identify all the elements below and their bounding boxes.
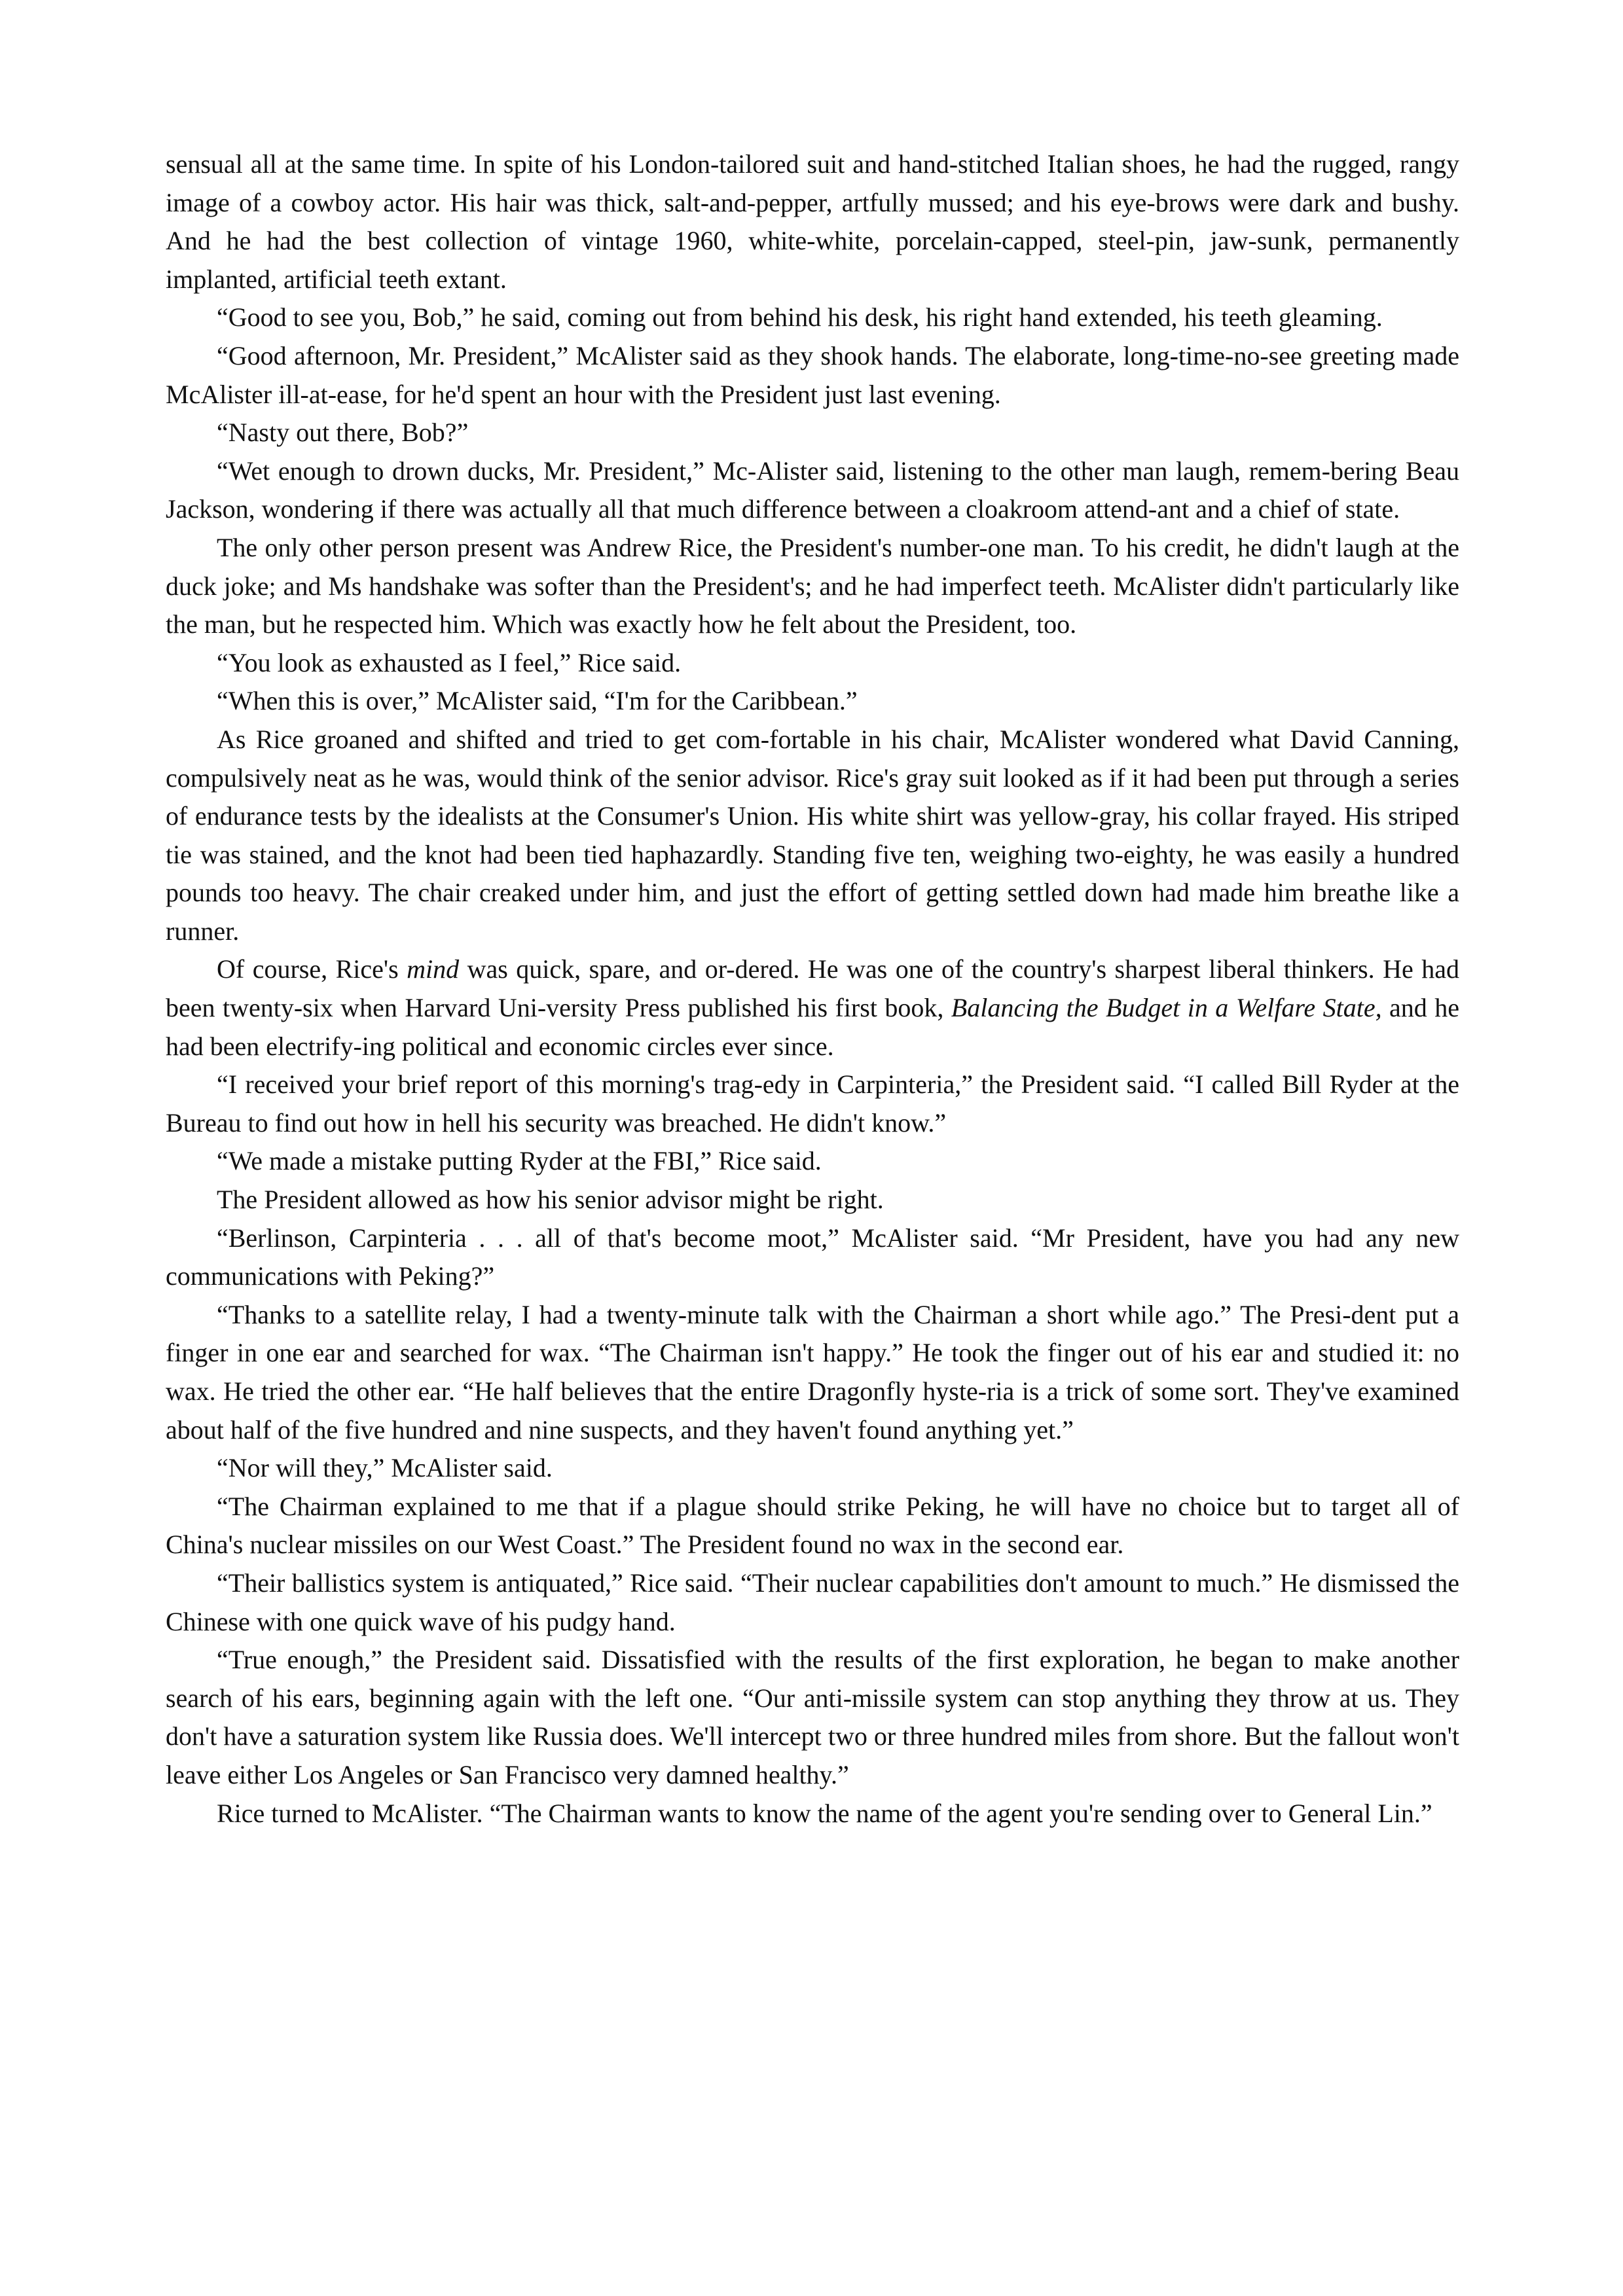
paragraph-text: “True enough,” the President said. Dissatisfied with the results of the first exploration, he began to make another search of his ears, beginning again with the left one. “Our anti-missile system can stop anything they throw at us. They don't have a saturation system like Russia does. We'll intercept two or three hundred miles from shore. But the fallout won't leave either Los Angeles or San Francisco very damned healthy.” [166,1645,1459,1789]
paragraph [166,1296,1459,1449]
paragraph [166,721,1459,951]
paragraph [166,1181,1459,1219]
paragraph-text: Of course, Rice's [217,954,407,984]
body-text [166,145,1459,1833]
paragraph-text: “You look as exhausted as I feel,” Rice said. [217,647,682,677]
paragraph-text: was quick, spare, and or-dered. He was one of the country's sharpest liberal thinkers. He had been twenty-six when Harvard Uni-versity Press published his first book, [166,954,1459,1023]
paragraph [166,145,1459,298]
paragraph [166,1641,1459,1794]
paragraph-text: The only other person present was Andrew Rice, the President's number-one man. To his credit, he didn't laugh at the duck joke; and Ms handshake was softer than the President's; and he had imperfect teeth. McAlister didn't particularly like the man, but he respected him. Which was exactly how he felt about the President, too. [166,532,1459,639]
paragraph-text: As Rice groaned and shifted and tried to get com-fortable in his chair, McAlister wondered what David Canning, compulsively neat as he was, would think of the senior advisor. Rice's gray suit looked as if it had been put through a series of endurance tests by the idealists at the Consumer's Union. His white shirt was yellow-gray, his collar frayed. His striped tie was stained, and the knot had been tied haphazardly. Standing five ten, weighing two-eighty, he was easily a hundred pounds too heavy. The chair creaked under him, and just the effort of getting settled down had made him breathe like a runner. [166,724,1459,946]
paragraph [166,1564,1459,1641]
paragraph-text: Rice turned to McAlister. “The Chairman wants to know the name of the agent you're sending over to General Lin.” [217,1798,1432,1828]
paragraph [166,1488,1459,1564]
paragraph-text: “Thanks to a satellite relay, I had a twenty-minute talk with the Chairman a short while ago.” The Presi-dent put a finger in one ear and searched for wax. “The Chairman isn't happy.” He took the finger out of his ear and studied it: no wax. He tried the other ear. “He half believes that the entire Dragonfly hyste-ria is a trick of some sort. They've examined about half of the five hundred and nine suspects, and they haven't found anything yet.” [166,1299,1459,1444]
paragraph-text: “Nasty out there, Bob?” [217,418,469,448]
paragraph-text: sensual all at the same time. In spite of his London-tailored suit and hand-stitched Italian shoes, he had the rugged, rangy image of a cowboy actor. His hair was thick, salt-and-pepper, artfully mussed; and his eye-brows were dark and bushy. And he had the best collection of vintage 1960, white-white, porcelain-capped, steel-pin, jaw-sunk, permanently implanted, artificial teeth extant. [166,149,1459,294]
paragraph [166,1219,1459,1296]
paragraph-text: “Wet enough to drown ducks, Mr. President,” Mc-Alister said, listening to the other man laugh, remem-bering Beau Jackson, wondering if there was actually all that much difference between a cloakroom attend-ant and a chief of state. [166,456,1459,524]
paragraph [166,1066,1459,1142]
paragraph-text: “Their ballistics system is antiquated,” Rice said. “Their nuclear capabilities don't amount to much.” He dismissed the Chinese with one quick wave of his pudgy hand. [166,1568,1459,1636]
paragraph-text: The President allowed as how his senior advisor might be right. [217,1185,884,1215]
paragraph-text: and he had been electrify-ing political and economic circles ever since. [166,993,1460,1061]
paragraph [166,298,1459,337]
italic-text: mind [407,954,460,984]
paragraph-text: “Berlinson, Carpinteria . . . all of that's become moot,” McAlister said. “Mr President, have you had any new communications with Peking?” [166,1223,1459,1291]
paragraph [166,529,1459,644]
paragraph [166,644,1459,683]
book-title: Balancing the Budget in a Welfare State, [951,993,1382,1023]
paragraph-text: “The Chairman explained to me that if a plague should strike Peking, he will have no choice but to target all of China's nuclear missiles on our West Coast.” The President found no wax in the second ear. [166,1491,1459,1560]
paragraph-text: “Good to see you, Bob,” he said, coming out from behind his desk, his right hand extended, his teeth gleaming. [217,302,1383,332]
paragraph [166,452,1459,529]
paragraph [166,414,1459,452]
paragraph [166,1795,1459,1833]
paragraph [166,337,1459,414]
paragraph-text: “I received your brief report of this morning's trag-edy in Carpinteria,” the President said. “I called Bill Ryder at the Bureau to find out how in hell his security was breached. He didn't know.” [166,1069,1459,1138]
paragraph-text: “We made a mistake putting Ryder at the FBI,” Rice said. [217,1146,822,1176]
paragraph [166,950,1459,1066]
paragraph [166,1142,1459,1181]
paragraph-text: “When this is over,” McAlister said, “I'm for the Caribbean.” [217,686,858,716]
paragraph-text: “Good afternoon, Mr. President,” McAlister said as they shook hands. The elaborate, long-time-no-see greeting made McAlister ill-at-ease, for he'd spent an hour with the President just last evening. [166,340,1459,409]
paragraph-text: “Nor will they,” McAlister said. [217,1453,553,1483]
paragraph [166,682,1459,721]
paragraph [166,1449,1459,1488]
